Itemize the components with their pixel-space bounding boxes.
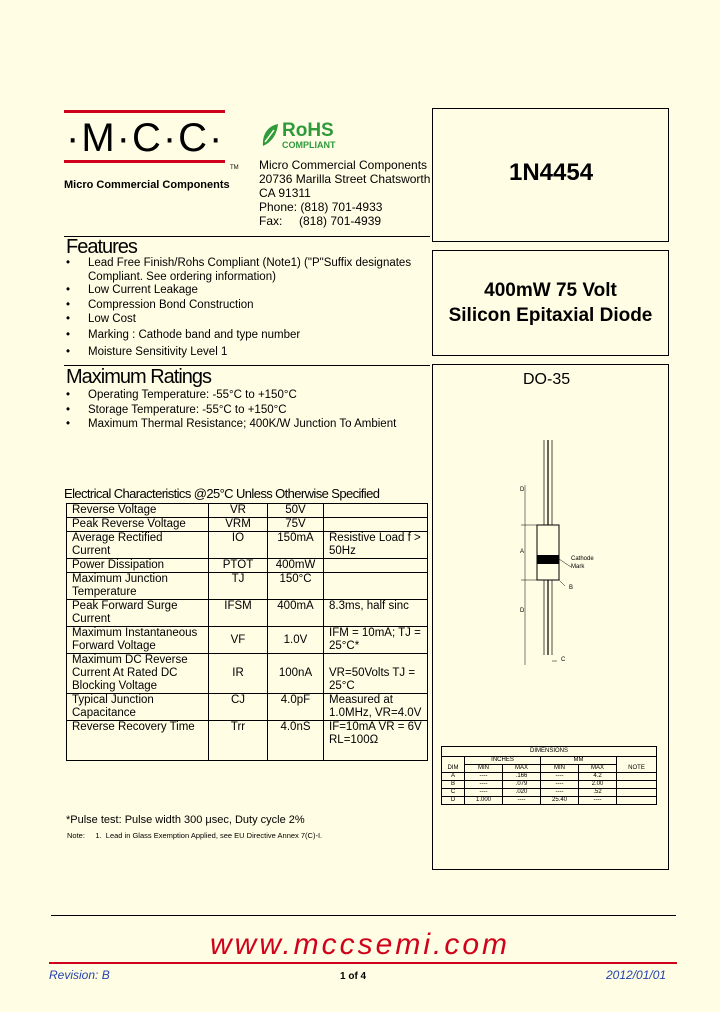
value-cell: 150°C	[268, 573, 324, 600]
cond-cell: IFM = 10mA; TJ = 25°C*	[324, 627, 428, 654]
param-cell: Power Dissipation	[67, 559, 209, 573]
feature-item: • Lead Free Finish/Rohs Compliant (Note1) ("P"Suffix designates Compliant. See ordering information)	[66, 257, 426, 284]
table-row	[67, 518, 428, 532]
symbol-cell: PTOT	[209, 559, 268, 573]
footnote: Note: 1. Lead in Glass Exemption Applied, see EU Directive Annex 7(C)-I.	[67, 831, 323, 840]
value-cell: 4.0pF	[268, 694, 324, 721]
min-header: MIN	[465, 765, 503, 773]
revision-label: Revision: B	[49, 968, 110, 982]
table-row	[67, 694, 428, 721]
table-row	[442, 781, 657, 789]
min-header: MIN	[541, 765, 579, 773]
dim-cell: ----	[541, 789, 579, 797]
symbol-cell: TJ	[209, 573, 268, 600]
dim-cell	[617, 773, 657, 781]
symbol-cell: CJ	[209, 694, 268, 721]
param-cell: Average Rectified Current	[67, 532, 209, 559]
dim-cell: D	[442, 797, 465, 805]
table-row	[67, 654, 428, 694]
address-line: Micro Commercial Components	[259, 158, 428, 172]
note-header: NOTE	[617, 757, 657, 773]
symbol-cell: IR	[209, 654, 268, 694]
dim-cell: ----	[465, 789, 503, 797]
value-cell: 1.0V	[268, 627, 324, 654]
table-row	[67, 504, 428, 518]
trademark: TM	[230, 165, 239, 171]
cond-cell: IF=10mA VR = 6V RL=100Ω	[324, 721, 428, 761]
cond-cell: 8.3ms, half sinc	[324, 600, 428, 627]
param-cell: Peak Forward Surge Current	[67, 600, 209, 627]
company-address	[259, 158, 430, 228]
title-box	[432, 250, 669, 356]
cond-cell	[324, 559, 428, 573]
param-cell: Reverse Recovery Time	[67, 721, 209, 761]
dim-label-c: C	[561, 657, 566, 663]
table-row	[442, 773, 657, 781]
value-cell: 400mW	[268, 559, 324, 573]
param-cell: Maximum DC Reverse Current At Rated DC Blocking Voltage	[67, 654, 209, 694]
dim-cell: ----	[465, 773, 503, 781]
value-cell: 400mA	[268, 600, 324, 627]
dim-cell: ----	[503, 797, 541, 805]
pulse-note: *Pulse test: Pulse width 300 μsec, Duty cycle 2%	[66, 814, 305, 826]
feature-item: • Compression Bond Construction	[66, 299, 426, 313]
dim-cell: .52	[579, 789, 617, 797]
param-cell: Typical Junction Capacitance	[67, 694, 209, 721]
table-row	[442, 747, 657, 757]
logo-top-bar	[64, 110, 225, 113]
dim-cell	[617, 797, 657, 805]
features-list	[66, 257, 426, 360]
feature-item: • Moisture Sensitivity Level 1	[66, 346, 426, 360]
dim-header: DIM	[442, 757, 465, 773]
table-row	[67, 627, 428, 654]
max-header: MAX	[503, 765, 541, 773]
value-cell: 4.0nS	[268, 721, 324, 761]
table-row	[442, 757, 657, 765]
value-cell: 150mA	[268, 532, 324, 559]
dim-cell: ----	[541, 773, 579, 781]
part-number-box	[432, 108, 669, 242]
dim-label-d-bottom: D	[520, 608, 525, 614]
ratings-heading: Maximum Ratings	[66, 366, 212, 388]
max-header: MAX	[579, 765, 617, 773]
diode-outline-drawing	[433, 435, 668, 735]
footer-divider	[51, 915, 676, 916]
address-line: Phone: (818) 701-4933	[259, 200, 383, 214]
symbol-cell: VRM	[209, 518, 268, 532]
value-cell: 50V	[268, 504, 324, 518]
table-row	[67, 532, 428, 559]
website-link[interactable]: www.mccsemi.com	[209, 928, 510, 961]
table-row	[442, 797, 657, 805]
dimensions-title: DIMENSIONS	[442, 747, 657, 757]
dim-cell: B	[442, 781, 465, 789]
dim-cell: ----	[541, 781, 579, 789]
ratings-list	[66, 389, 426, 432]
table-row	[67, 573, 428, 600]
dim-cell: ----	[465, 781, 503, 789]
param-cell: Maximum Instantaneous Forward Voltage	[67, 627, 209, 654]
dim-cell: C	[442, 789, 465, 797]
title-line1: 400mW 75 Volt	[484, 280, 617, 301]
dimensions-table	[441, 746, 657, 805]
address-line: CA 91311	[259, 186, 311, 200]
dim-cell: 25.40	[541, 797, 579, 805]
dim-label-b: B	[569, 585, 574, 591]
param-cell: Peak Reverse Voltage	[67, 518, 209, 532]
dim-cell: 2.00	[579, 781, 617, 789]
address-line: Fax: (818) 701-4939	[259, 214, 382, 228]
electrical-table	[66, 503, 428, 761]
dim-cell: 4.2	[579, 773, 617, 781]
param-cell: Reverse Voltage	[67, 504, 209, 518]
rating-item: • Storage Temperature: -55°C to +150°C	[66, 404, 426, 418]
company-name: Micro Commercial Components	[64, 179, 230, 191]
dim-cell: .166	[503, 773, 541, 781]
feature-item: • Marking : Cathode band and type number	[66, 329, 426, 343]
param-cell: Maximum Junction Temperature	[67, 573, 209, 600]
page-number: 1 of 4	[340, 971, 367, 982]
feature-item: • Low Current Leakage	[66, 284, 426, 298]
revision-date: 2012/01/01	[606, 968, 667, 982]
dim-cell: 1.000	[465, 797, 503, 805]
dim-cell: ----	[579, 797, 617, 805]
cond-cell: Measured at 1.0MHz, VR=4.0V	[324, 694, 428, 721]
dim-cell	[617, 789, 657, 797]
symbol-cell: VF	[209, 627, 268, 654]
features-heading: Features	[66, 236, 137, 258]
title-line2: Silicon Epitaxial Diode	[448, 305, 653, 326]
value-cell: 100nA	[268, 654, 324, 694]
table-row	[67, 559, 428, 573]
cond-cell: Resistive Load f > 50Hz	[324, 532, 428, 559]
mcc-logo: ·M·C·C·	[66, 116, 225, 160]
symbol-cell: IO	[209, 532, 268, 559]
cond-cell: VR=50Volts TJ = 25°C	[324, 654, 428, 694]
symbol-cell: IFSM	[209, 600, 268, 627]
cathode-mark-label: Cathode Mark	[571, 556, 594, 570]
leaf-icon	[260, 122, 280, 148]
symbol-cell: VR	[209, 504, 268, 518]
dim-cell: .020	[503, 789, 541, 797]
cond-cell	[324, 504, 428, 518]
cond-cell	[324, 518, 428, 532]
rohs-subtitle: COMPLIANT	[282, 140, 336, 150]
footer-red-bar	[49, 962, 677, 964]
cond-cell	[324, 573, 428, 600]
dim-cell: A	[442, 773, 465, 781]
dim-cell	[617, 781, 657, 789]
dim-cell: .079	[503, 781, 541, 789]
table-row	[67, 600, 428, 627]
dim-label-a: A	[520, 549, 525, 555]
mm-header: MM	[541, 757, 617, 765]
rohs-title: RoHS	[282, 120, 334, 141]
logo-bottom-bar	[64, 160, 225, 163]
rating-item: • Operating Temperature: -55°C to +150°C	[66, 389, 426, 403]
table-row	[442, 789, 657, 797]
feature-item: • Low Cost	[66, 313, 426, 327]
symbol-cell: Trr	[209, 721, 268, 761]
dim-label-d-top: D	[520, 487, 525, 493]
value-cell: 75V	[268, 518, 324, 532]
inches-header: INCHES	[465, 757, 541, 765]
package-name: DO-35	[523, 371, 571, 388]
electrical-title: Electrical Characteristics @25°C Unless Otherwise Specified	[64, 486, 380, 501]
part-number: 1N4454	[509, 159, 594, 186]
table-row	[67, 721, 428, 761]
address-line: 20736 Marilla Street Chatsworth	[259, 172, 431, 186]
rating-item: • Maximum Thermal Resistance; 400K/W Junction To Ambient	[66, 418, 426, 432]
